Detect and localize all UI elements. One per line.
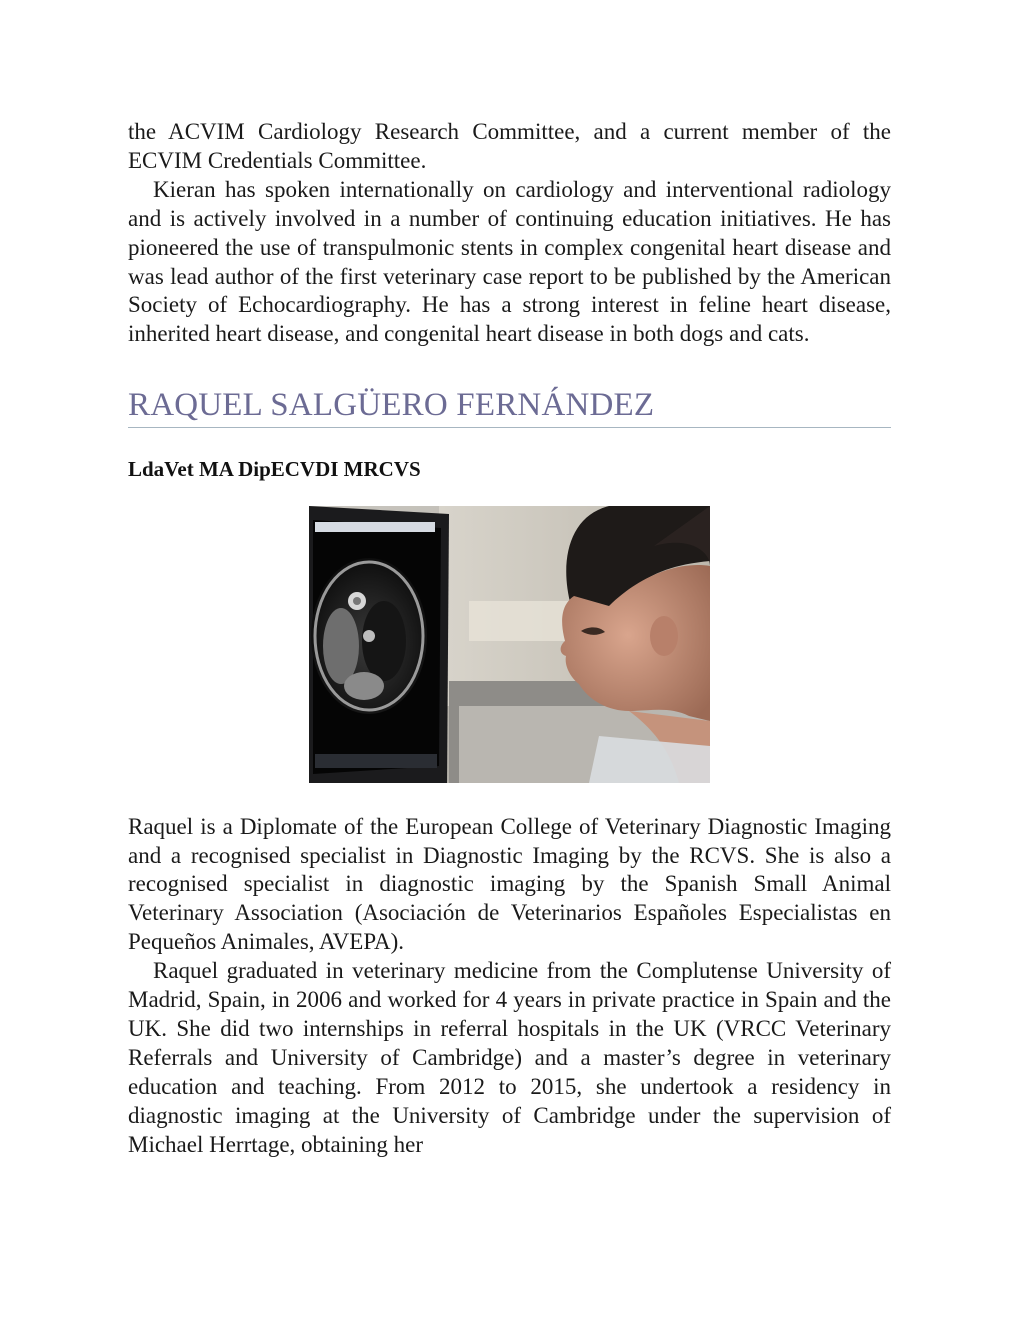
intro-paragraph-kieran: Kieran has spoken internationally on cardiology and interventional radiology and is actively involved in a number of continuing education initiatives. He has pioneered the use of transpulmonic stents in complex congenital heart disease and was lead author of the first veterinary case report to be published by the American Society of Echocardiography. He has a strong interest in feline heart disease, inherited heart disease, and congenital heart disease in both dogs and cats.: [128, 176, 891, 347]
profile-photo-container: [128, 506, 891, 783]
profile-name-heading: RAQUEL SALGÜERO FERNÁNDEZ: [128, 385, 891, 428]
portrait-photo: [309, 506, 710, 783]
bio-paragraph-2: Raquel graduated in veterinary medicine from the Complutense University of Madrid, Spain, in 2006 and worked for 4 years in private practice in Spain and the UK. She did two internships in referral hospitals in the UK (VRCC Veterinary Referrals and University of Cambridge) and a master’s degree in veterinary education and teaching. From 2012 to 2015, she undertook a residency in diagnostic imaging at the University of Cambridge under the supervision of Michael Herrtage, obtaining her: [128, 958, 891, 1157]
document-page: [128, 118, 891, 1160]
bio-paragraph-1: Raquel is a Diplomate of the European College of Veterinary Diagnostic Imaging and a recognised specialist in Diagnostic Imaging by the RCVS. She is also a recognised specialist in diagnostic imaging by the Spanish Small Animal Veterinary Association (Asociación de Veterinarios Españoles Especialistas en Pequeños Animales, AVEPA).: [128, 813, 891, 955]
intro-paragraph-continuation: the ACVIM Cardiology Research Committee, and a current member of the ECVIM Credentials Committee.: [128, 119, 891, 173]
profile-credentials: LdaVet MA DipECVDI MRCVS: [128, 456, 421, 481]
